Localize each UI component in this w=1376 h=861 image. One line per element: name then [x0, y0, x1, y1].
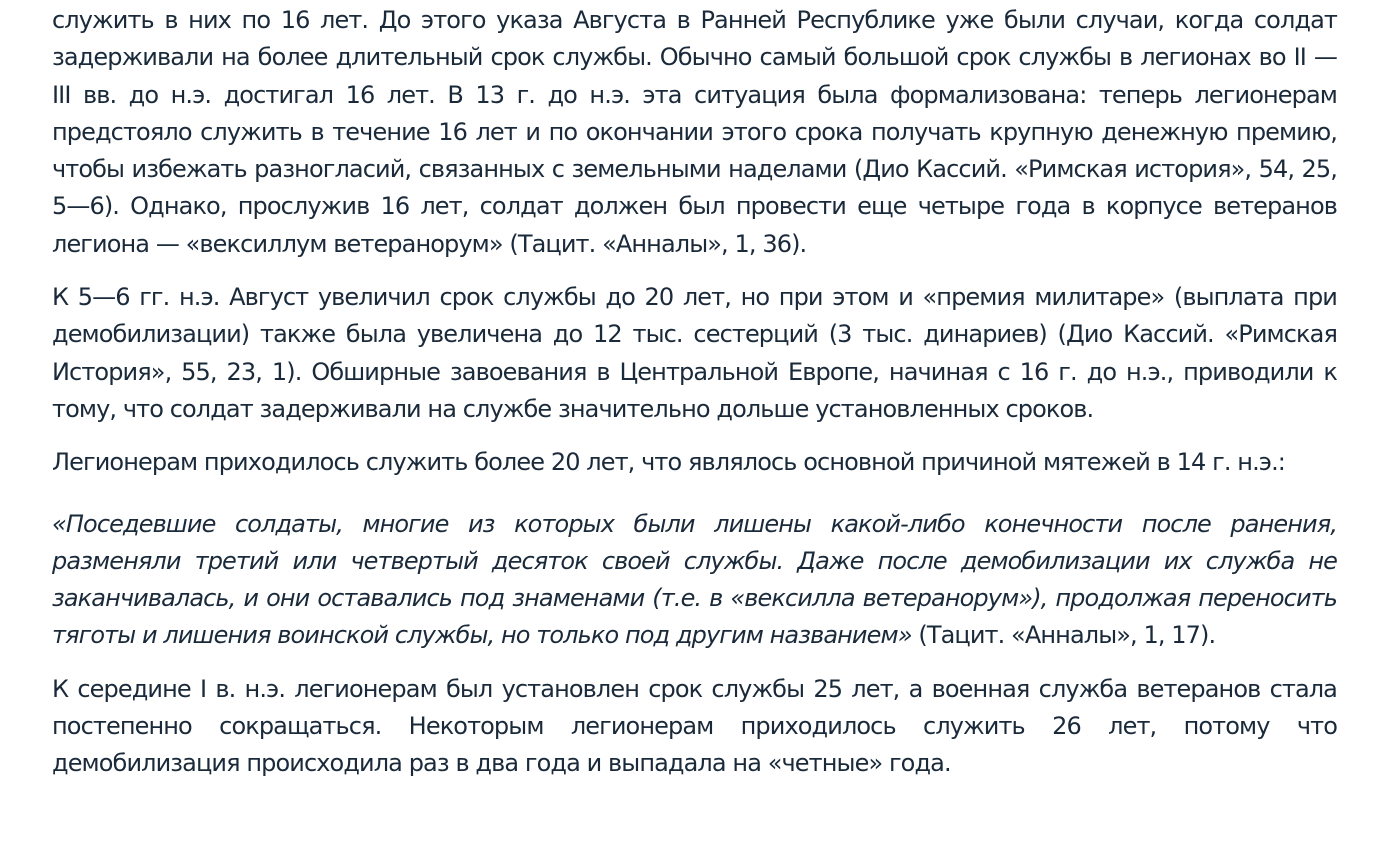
- paragraph-mutiny-intro: Легионерам приходилось служить более 20 лет, что являлось основной причиной мятежей в 14 г. н.э.:: [52, 448, 1285, 477]
- paragraph-service-term-16-years: служить в них по 16 лет. До этого указа Августа в Ранней Республике уже были случаи, когда солдат задерживали на более длительный срок службы. Обычно самый большой срок службы в легионах во II — III вв. до н.э. достигал 16 лет. В 13 г. до н.э. эта ситуация была формализована: теперь легионерам предстояло служить в течение 16 лет и по окончании этого срока получать крупную денежную премию, чтобы избежать разногласий, связанных с земельными наделами (Дио Кассий. «Римская история», 54, 25, 5—6). Однако, прослужив 16 лет, солдат должен был провести еще четыре года в корпусе ветеранов легиона — «вексиллум ветеранорум» (Тацит. «Анналы», 1, 36).: [52, 6, 1337, 258]
- tacitus-quote: «Поседевшие солдаты, многие из которых были лишены какой-либо конечности после ранения, разменяли третий или четвертый десяток своей службы. Даже после демобилизации их служба не заканчивалась, и они оставались под знаменами (т.е. в «вексилла ветеранорум»), продолжая переносить тяготы и лишения воинской службы, но только под другим названием»: [52, 509, 1337, 650]
- quote-paragraph: [52, 506, 1337, 655]
- quote-citation: (Тацит. «Анналы», 1, 17).: [911, 621, 1216, 650]
- article-body: [52, 2, 1337, 799]
- paragraph-service-term-20-years: К 5—6 гг. н.э. Август увеличил срок службы до 20 лет, но при этом и «премия милитаре» (выплата при демобилизации) также была увеличена до 12 тыс. сестерций (3 тыс. динариев) (Дио Кассий. «Римская История», 55, 23, 1). Обширные завоевания в Центральной Европе, начиная с 16 г. до н.э., приводили к тому, что солдат задерживали на службе значительно дольше установленных сроков.: [52, 283, 1337, 423]
- paragraph-service-term-25-years: К середине I в. н.э. легионерам был установлен срок службы 25 лет, а военная служба ветеранов стала постепенно сокращаться. Некоторым легионерам приходилось служить 26 лет, потому что демобилизация происходила раз в два года и выпадала на «четные» года.: [52, 674, 1337, 778]
